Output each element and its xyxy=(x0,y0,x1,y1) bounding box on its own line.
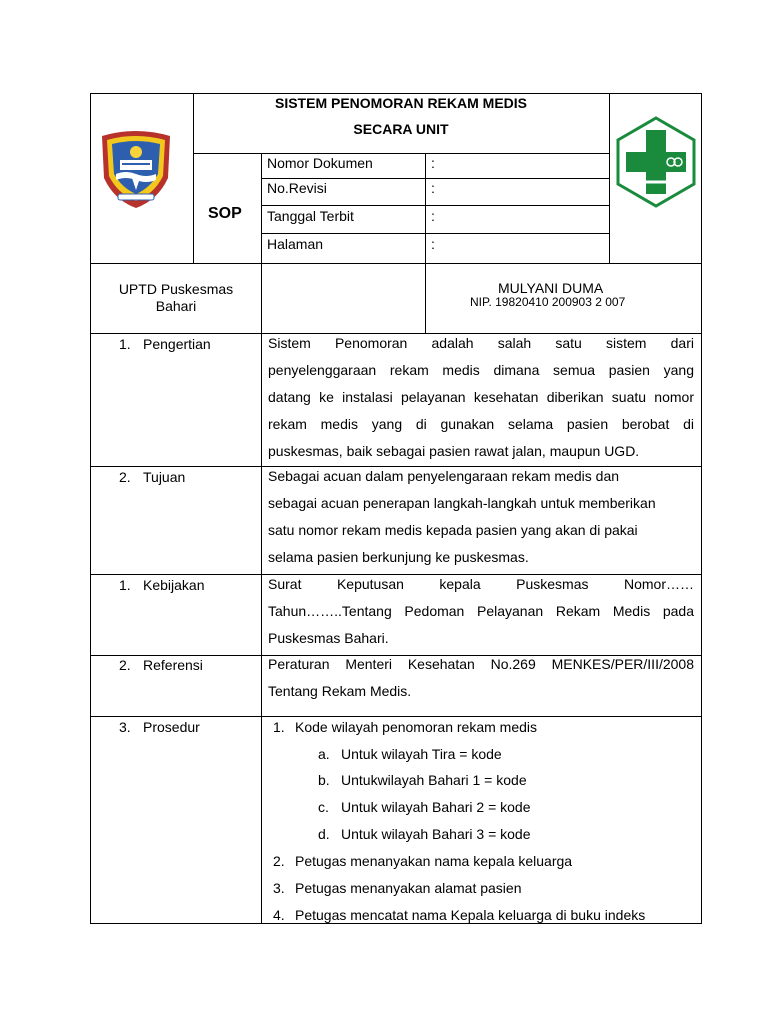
paragraph-line: Sistem Penomoran adalah salah satu sistem dari xyxy=(268,335,694,351)
divider xyxy=(261,205,610,206)
paragraph-line: datang ke instalasi pelayanan kesehatan diberikan suatu nomor xyxy=(268,389,694,405)
meta-value-nomor-dokumen: : xyxy=(431,155,435,171)
paragraph-line: Peraturan Menteri Kesehatan No.269 MENKES/PER/III/2008 xyxy=(268,656,694,672)
table-border-left xyxy=(90,93,91,924)
substep-text: Untuk wilayah Bahari 3 = kode xyxy=(341,826,531,842)
step-text: Petugas menanyakan nama kepala keluarga xyxy=(295,853,573,869)
section-body-pengertian xyxy=(268,330,694,465)
section-number: 2. xyxy=(119,657,131,673)
step-number: 1. xyxy=(273,719,285,735)
divider xyxy=(261,153,262,924)
section-number: 1. xyxy=(119,336,131,352)
divider xyxy=(90,263,702,264)
divider xyxy=(425,153,426,334)
section-title-tujuan: Tujuan xyxy=(143,469,186,485)
document-title-line1: SISTEM PENOMORAN REKAM MEDIS xyxy=(274,95,527,111)
right-logo xyxy=(616,116,696,208)
substep-number: c. xyxy=(318,799,329,815)
meta-label-nomor-dokumen: Nomor Dokumen xyxy=(267,155,373,171)
paragraph-line: selama pasien berkunjung ke puskesmas. xyxy=(268,549,529,565)
step-number: 2. xyxy=(273,853,285,869)
section-body-referensi xyxy=(268,651,694,705)
substep-text: Untuk wilayah Bahari 2 = kode xyxy=(341,799,531,815)
institution-name-line2: Bahari xyxy=(155,298,197,314)
divider xyxy=(90,716,702,717)
paragraph-line: satu nomor rekam medis kepada pasien yang akan di pakai xyxy=(268,522,638,538)
section-body-tujuan xyxy=(268,463,694,571)
table-border-right xyxy=(701,93,702,924)
paragraph-line: sebagai acuan penerapan langkah-langkah untuk memberikan xyxy=(268,495,656,511)
divider xyxy=(193,93,194,264)
step-number: 3. xyxy=(273,880,285,896)
meta-label-tanggal-terbit: Tanggal Terbit xyxy=(267,208,354,224)
signatory-nip: NIP. 19820410 200903 2 007 xyxy=(470,295,626,309)
step-number: 4. xyxy=(273,907,285,923)
step-text: Kode wilayah penomoran rekam medis xyxy=(295,719,538,735)
section-number: 2. xyxy=(119,469,131,485)
section-number: 1. xyxy=(119,577,131,593)
step-text: Petugas mencatat nama Kepala keluarga di buku indeks xyxy=(295,907,646,923)
paragraph-line: puskesmas, baik sebagai pasien rawat jalan, maupun UGD. xyxy=(268,443,640,459)
paragraph-line: penyelenggaraan rekam medis dimana semua pasien yang xyxy=(268,362,694,378)
left-logo xyxy=(98,130,174,210)
meta-label-halaman: Halaman xyxy=(267,236,324,252)
institution-name-line1: UPTD Puskesmas xyxy=(118,281,234,297)
section-title-referensi: Referensi xyxy=(143,657,203,673)
divider xyxy=(193,153,610,154)
meta-label-no-revisi: No.Revisi xyxy=(267,180,327,196)
table-border-top xyxy=(90,93,702,94)
section-title-kebijakan: Kebijakan xyxy=(143,577,205,593)
paragraph-line: rekam medis yang di gunakan selama pasien berobat di xyxy=(268,416,694,432)
paragraph-line: Sebagai acuan dalam penyelengaraan rekam medis dan xyxy=(268,468,620,484)
meta-value-halaman: : xyxy=(431,236,435,252)
substep-number: b. xyxy=(318,772,330,788)
table-border-bottom xyxy=(90,923,702,924)
substep-text: Untukwilayah Bahari 1 = kode xyxy=(341,772,527,788)
regional-crest-icon xyxy=(98,130,174,210)
substep-number: d. xyxy=(318,826,330,842)
section-title-prosedur: Prosedur xyxy=(143,719,200,735)
divider xyxy=(261,178,610,179)
puskesmas-cross-icon xyxy=(616,116,696,208)
paragraph-line: Tahun……..Tentang Pedoman Pelayanan Rekam Medis pada xyxy=(268,603,694,619)
paragraph-line: Surat Keputusan kepala Puskesmas Nomor…… xyxy=(268,576,694,592)
meta-value-tanggal-terbit: : xyxy=(431,208,435,224)
document-title-line2: SECARA UNIT xyxy=(353,121,449,137)
section-title-pengertian: Pengertian xyxy=(143,336,211,352)
divider xyxy=(261,233,610,234)
paragraph-line: Puskesmas Bahari. xyxy=(268,630,389,646)
substep-text: Untuk wilayah Tira = kode xyxy=(341,746,502,762)
substep-number: a. xyxy=(318,746,330,762)
meta-value-no-revisi: : xyxy=(431,180,435,196)
section-body-kebijakan xyxy=(268,571,694,652)
section-number: 3. xyxy=(119,719,131,735)
signatory-name: MULYANI DUMA xyxy=(498,280,604,296)
paragraph-line: Tentang Rekam Medis. xyxy=(268,683,412,699)
sop-label: SOP xyxy=(208,205,242,222)
step-text: Petugas menanyakan alamat pasien xyxy=(295,880,522,896)
